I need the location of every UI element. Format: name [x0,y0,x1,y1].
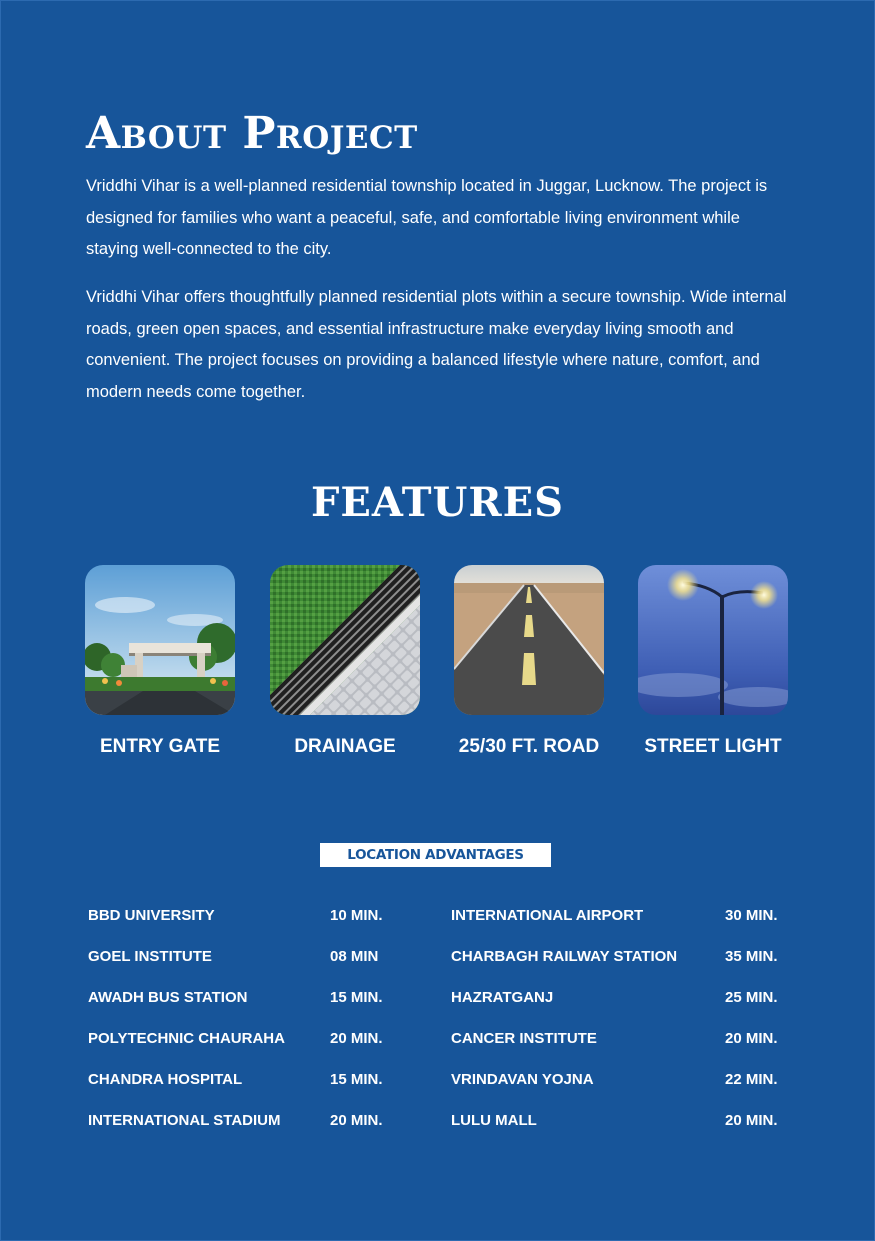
location-name: INTERNATIONAL AIRPORT [451,907,644,924]
location-name: AWADH BUS STATION [88,989,248,1006]
location-name: CHARBAGH RAILWAY STATION [451,948,678,965]
location-name: LULU MALL [451,1112,537,1129]
location-name: GOEL INSTITUTE [88,948,212,965]
about-paragraph-2: Vriddhi Vihar offers thoughtfully planned residential plots within a secure township. Wide internal roads, green open spaces, and essential infrastructure make everyday living smooth and convenient. The project focuses on providing a balanced lifestyle where nature, comfort, and modern needs come together. [86,288,787,401]
location-time: 20 MIN. [725,1030,778,1047]
location-row [451,1110,791,1132]
location-row [451,905,791,927]
location-name: POLYTECHNIC CHAURAHA [88,1030,285,1047]
location-name: BBD UNIVERSITY [88,907,215,924]
location-name: INTERNATIONAL STADIUM [88,1112,281,1129]
location-row [88,905,408,927]
location-time: 30 MIN. [725,907,778,924]
location-row [451,1069,791,1091]
location-row [88,1110,408,1132]
location-time: 22 MIN. [725,1071,778,1088]
location-time: 15 MIN. [330,989,383,1006]
feature-label-road: 25/30 FT. ROAD [458,736,600,757]
location-time: 20 MIN. [725,1112,778,1129]
location-name: CHANDRA HOSPITAL [88,1071,243,1088]
road-photo [454,565,604,715]
location-row [88,946,408,968]
feature-label-drainage: DRAINAGE [294,736,396,757]
about-title: About Project [86,108,418,159]
location-time: 08 MIN [330,948,379,965]
location-row [88,1069,408,1091]
location-time: 20 MIN. [330,1112,383,1129]
location-name: VRINDAVAN YOJNA [451,1071,594,1088]
location-row [451,987,791,1009]
entry-gate-photo [85,565,235,715]
drainage-photo [270,565,420,715]
location-time: 35 MIN. [725,948,778,965]
location-name: CANCER INSTITUTE [451,1030,597,1047]
location-time: 20 MIN. [330,1030,383,1047]
features-title: FEATURES [311,479,564,526]
location-row [88,987,408,1009]
location-time: 15 MIN. [330,1071,383,1088]
location-time: 10 MIN. [330,907,383,924]
location-row [451,1028,791,1050]
location-time: 25 MIN. [725,989,778,1006]
location-row [451,946,791,968]
location-advantages-heading: LOCATION ADVANTAGES [320,843,551,867]
about-paragraph-1: Vriddhi Vihar is a well-planned residential township located in Juggar, Lucknow. The project is designed for families who want a peaceful, safe, and comfortable living environment while staying well-connected to the city. [86,177,768,258]
feature-label-entry-gate: ENTRY GATE [100,736,220,757]
street-light-photo [638,565,788,715]
location-row [88,1028,408,1050]
location-name: HAZRATGANJ [451,989,554,1006]
feature-label-street-light: STREET LIGHT [644,736,782,757]
